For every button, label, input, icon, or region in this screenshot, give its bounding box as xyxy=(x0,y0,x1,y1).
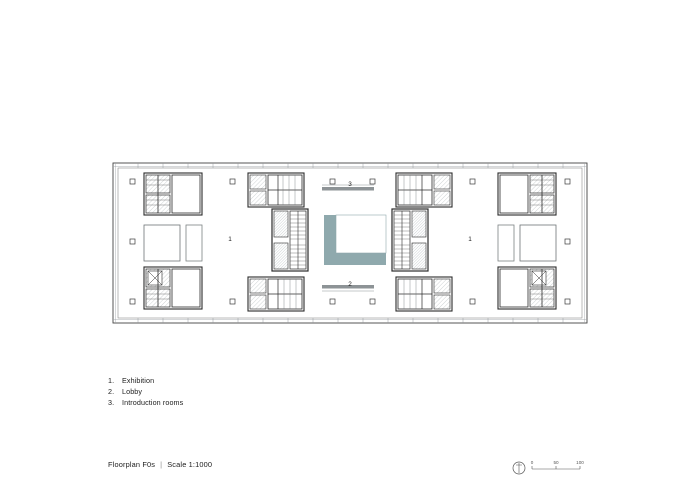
scale-bar xyxy=(512,458,584,478)
caption-scale: Scale 1:1000 xyxy=(167,460,213,469)
legend-item-number: 2. xyxy=(108,387,115,396)
floorplan-drawing xyxy=(108,155,592,333)
core-upper-mid-left xyxy=(248,173,304,207)
legend-item xyxy=(108,386,368,397)
core-upper-mid-right xyxy=(396,173,452,207)
legend-item-label: Exhibition xyxy=(122,376,155,385)
north-arrow-icon xyxy=(513,462,525,474)
core-bottom-right xyxy=(498,267,556,309)
legend-item-label: Lobby xyxy=(122,387,143,396)
core-lower-mid-left xyxy=(248,277,304,311)
scale-ticks xyxy=(532,466,580,469)
legend-item xyxy=(108,397,368,408)
room-marker-2: 2 xyxy=(348,281,352,288)
core-top-left xyxy=(144,173,202,215)
scale-label-0: 0 xyxy=(530,460,534,465)
room-marker-3: 3 xyxy=(348,181,352,188)
room-marker-1-right: 1 xyxy=(468,236,472,243)
core-lower-mid-right xyxy=(396,277,452,311)
legend-item xyxy=(108,375,368,386)
drawing-caption xyxy=(108,460,212,469)
legend-item-number: 3. xyxy=(108,398,115,407)
central-courtyard xyxy=(324,215,386,265)
legend xyxy=(108,375,368,408)
caption-separator: | xyxy=(160,460,163,469)
caption-title: Floorplan F0s xyxy=(108,460,156,469)
core-bottom-left xyxy=(144,267,202,309)
room-marker-1-left: 1 xyxy=(228,236,232,243)
scale-label-50: 50 xyxy=(553,460,559,465)
core-top-right xyxy=(498,173,556,215)
legend-item-label: Introduction rooms xyxy=(122,398,184,407)
legend-item-number: 1. xyxy=(108,376,115,385)
scale-label-100: 100 xyxy=(576,460,584,465)
central-core-right xyxy=(392,209,428,271)
central-core-left xyxy=(272,209,308,271)
